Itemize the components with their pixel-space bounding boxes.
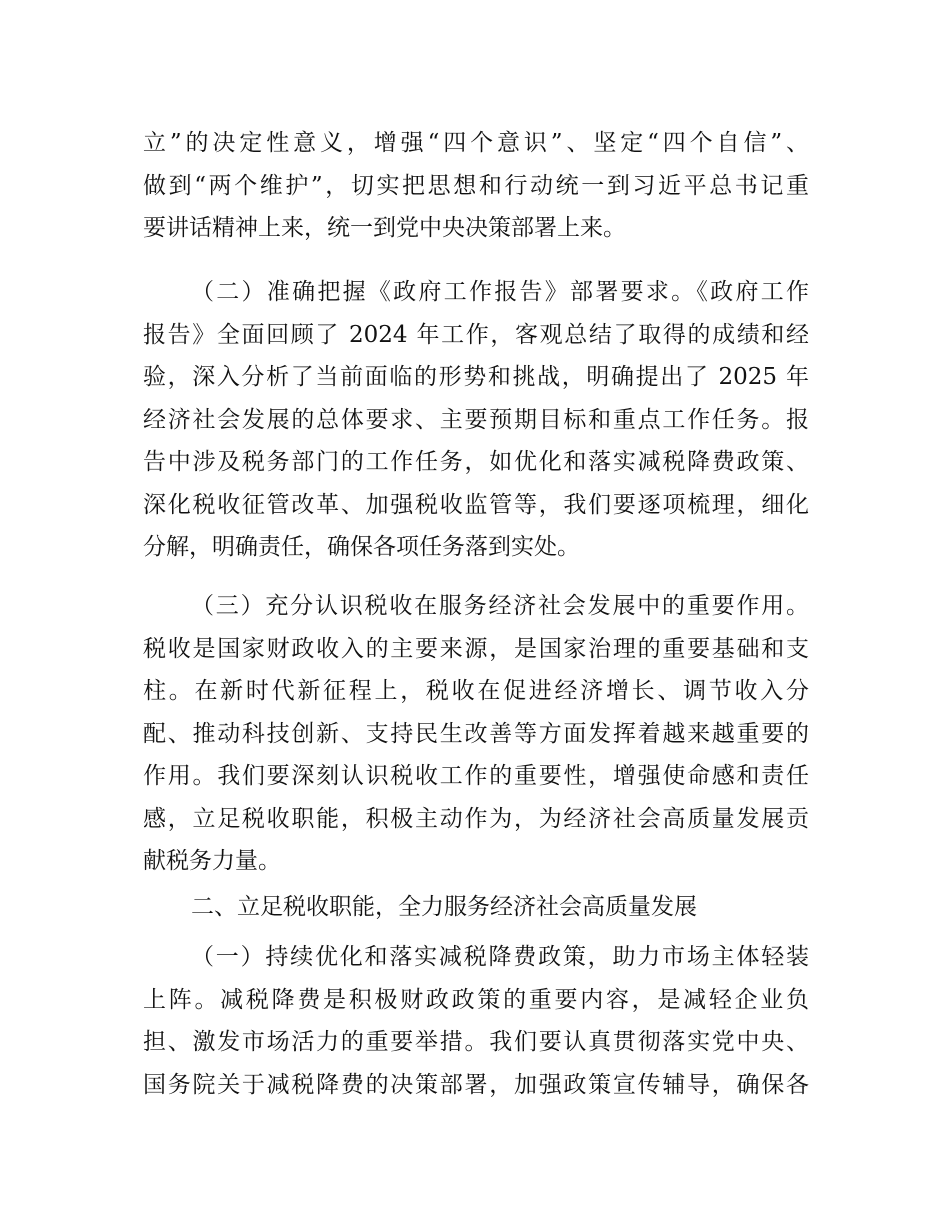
paragraph-line: 配、推动科技创新、支持民生改善等方面发挥着越来越重要的	[143, 720, 809, 747]
paragraph-line: 深化税收征管改革、加强税收监管等，我们要逐项梳理，细化	[143, 491, 809, 518]
paragraph-line: 税收是国家财政收入的主要来源，是国家治理的重要基础和支	[143, 635, 809, 662]
paragraph-first-line: 立”的决定性意义，增强“四个意识”、坚定“四个自信”、	[143, 130, 809, 156]
paragraph-line: 做到“两个维护”，切实把思想和行动统一到习近平总书记重	[143, 172, 809, 199]
paragraph-line: 要讲话精神上来，统一到党中央决策部署上来。	[143, 215, 626, 241]
paragraph-line: 献税务力量。	[143, 848, 281, 874]
paragraph-line: 经济社会发展的总体要求、主要预期目标和重点工作任务。报	[143, 406, 809, 433]
paragraph-line: 告中涉及税务部门的工作任务，如优化和落实减税降费政策、	[143, 449, 809, 475]
paragraph-line: 国务院关于减税降费的决策部署，加强政策宣传辅导，确保各	[143, 1071, 809, 1098]
paragraph-line: 作用。我们要深刻认识税收工作的重要性，增强使命感和责任	[143, 763, 809, 789]
paragraph-line: 上阵。减税降费是积极财政政策的重要内容，是减轻企业负	[143, 986, 809, 1013]
paragraph-line: 分解，明确责任，确保各项任务落到实处。	[143, 534, 580, 560]
paragraph-line: 担、激发市场活力的重要举措。我们要认真贯彻落实党中央、	[143, 1029, 809, 1055]
paragraph-first-line: （三）充分认识税收在服务经济社会发展中的重要作用。	[191, 593, 809, 619]
paragraph-line: 报告》全面回顾了 2024 年工作，客观总结了取得的成绩和经	[143, 321, 809, 348]
paragraph-line: 验，深入分析了当前面临的形势和挑战，明确提出了 2025 年	[143, 364, 809, 390]
paragraph-line: 感，立足税收职能，积极主动作为，为经济社会高质量发展贡	[143, 805, 809, 832]
paragraph-first-line: （一）持续优化和落实减税降费政策，助力市场主体轻装	[191, 944, 809, 970]
paragraph-first-line: 二、立足税收职能，全力服务经济社会高质量发展	[191, 894, 697, 920]
paragraph-line: 柱。在新时代新征程上，税收在促进经济增长、调节收入分	[143, 678, 809, 704]
paragraph-first-line: （二）准确把握《政府工作报告》部署要求。《政府工作	[191, 279, 809, 305]
